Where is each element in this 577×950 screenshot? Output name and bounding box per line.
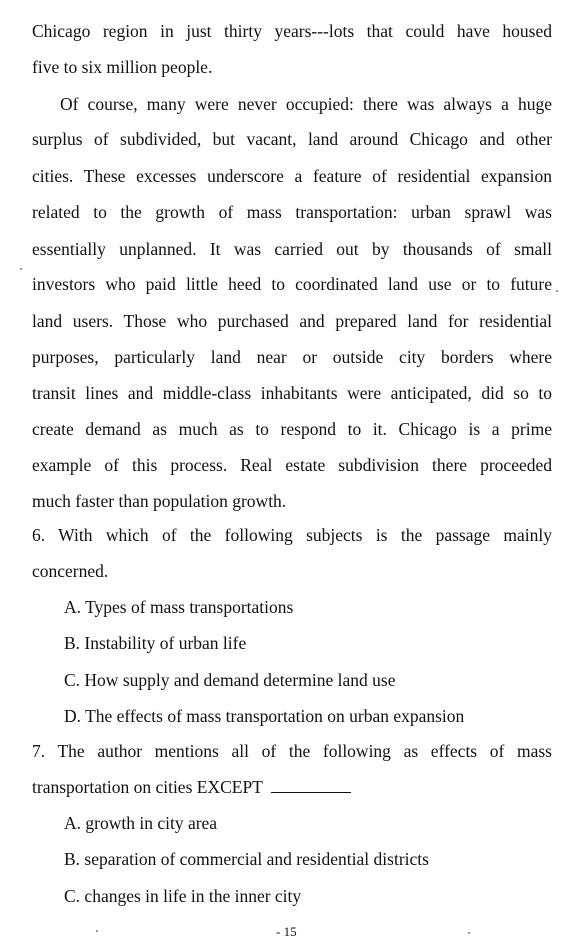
passage-line: Of course, many were never occupied: there was always a huge <box>60 94 552 114</box>
passage-line: create demand as much as to respond to it. Chicago is a prime <box>32 419 552 439</box>
scan-speck <box>96 930 98 932</box>
question-stem-text: transportation on cities EXCEPT <box>32 777 263 797</box>
passage-line: related to the growth of mass transportation: urban sprawl was <box>32 202 552 222</box>
passage-line: investors who paid little heed to coordinated land use or to future <box>32 274 552 294</box>
scan-speck <box>468 932 470 934</box>
question-stem-with-blank <box>32 776 552 798</box>
passage-line: essentially unplanned. It was carried out by thousands of small <box>32 239 552 259</box>
answer-option: B. separation of commercial and residential districts <box>64 849 429 869</box>
passage-line: much faster than population growth. <box>32 491 287 511</box>
question-stem: 7. The author mentions all of the following as effects of mass <box>32 741 552 761</box>
scan-speck <box>556 290 558 292</box>
answer-option: C. How supply and demand determine land use <box>64 670 396 690</box>
passage-line: purposes, particularly land near or outside city borders where <box>32 347 552 367</box>
passage-line: five to six million people. <box>32 57 213 77</box>
answer-option: A. growth in city area <box>64 813 218 833</box>
answer-option: D. The effects of mass transportation on urban expansion <box>64 706 465 726</box>
passage-line: example of this process. Real estate subdivision there proceeded <box>32 455 552 475</box>
passage-line: transit lines and middle-class inhabitants were anticipated, did so to <box>32 383 552 403</box>
passage-line: land users. Those who purchased and prepared land for residential <box>32 311 552 331</box>
scan-speck <box>20 268 22 270</box>
page-number: - 15 <box>276 924 297 939</box>
answer-option: A. Types of mass transportations <box>64 597 294 617</box>
answer-blank <box>271 778 351 793</box>
passage-line: Chicago region in just thirty years---lots that could have housed <box>32 21 552 41</box>
passage-line: cities. These excesses underscore a feature of residential expansion <box>32 166 552 186</box>
answer-option: B. Instability of urban life <box>64 633 247 653</box>
question-stem: concerned. <box>32 561 109 581</box>
answer-option: C. changes in life in the inner city <box>64 886 302 906</box>
question-stem: 6. With which of the following subjects is the passage mainly <box>32 525 552 545</box>
passage-line: surplus of subdivided, but vacant, land around Chicago and other <box>32 129 552 149</box>
